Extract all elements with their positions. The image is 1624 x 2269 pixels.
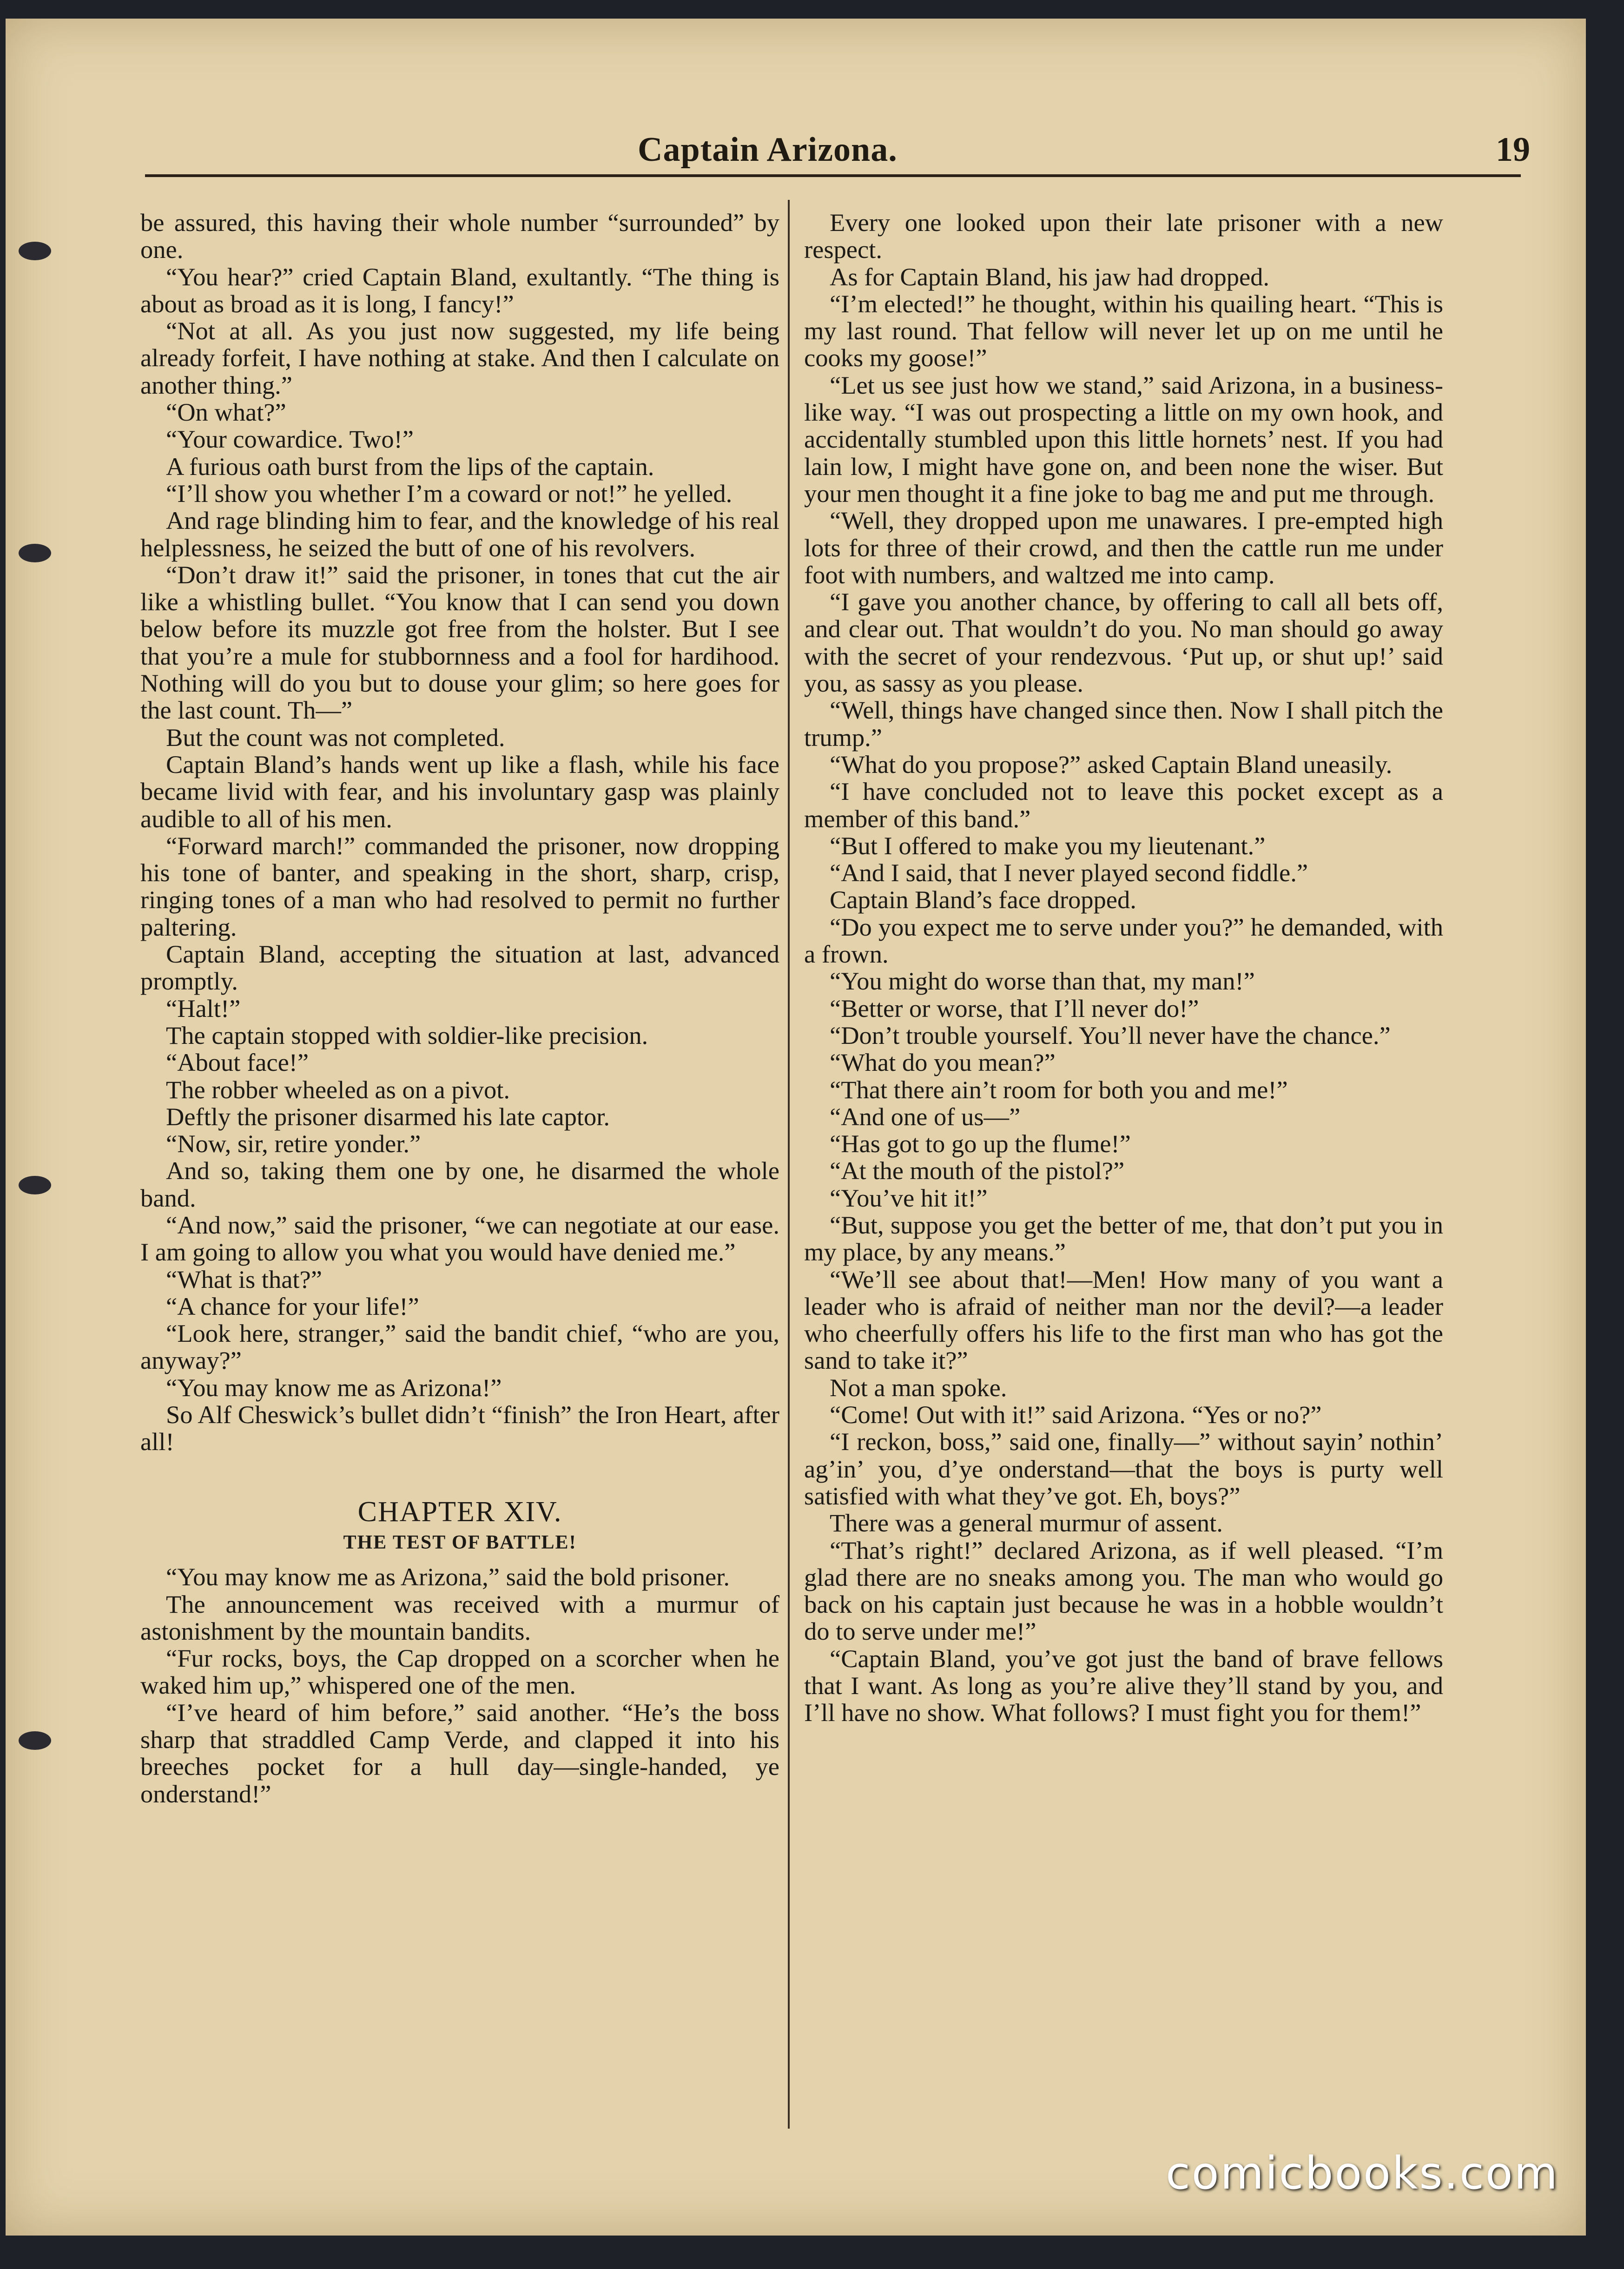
paragraph: “Better or worse, that I’ll never do!” (830, 994, 1199, 1022)
paragraph: “You may know me as Arizona!” (166, 1373, 502, 1402)
paragraph: “Has got to go up the flume!” (830, 1129, 1131, 1158)
left-column (140, 209, 779, 1807)
paragraph: A furious oath burst from the lips of the captain. (166, 452, 654, 481)
paragraph: Captain Bland’s hands went up like a flash, while his face became livid with fear, and his involuntary gasp was plainly audible to all of his men. (140, 750, 779, 833)
paragraph: “And now,” said the prisoner, “we can negotiate at our ease. I am going to allow you what you would have denied me.” (140, 1210, 779, 1266)
paragraph: “Halt!” (166, 994, 241, 1022)
paragraph: “Now, sir, retire yonder.” (166, 1129, 421, 1158)
paragraph: “I’ll show you whether I’m a coward or not!” he yelled. (166, 479, 733, 508)
binding-hole (19, 1731, 51, 1750)
paragraph: “Fur rocks, boys, the Cap dropped on a scorcher when he waked him up,” whispered one of the men. (140, 1644, 779, 1700)
paragraph: “But I offered to make you my lieutenant.” (830, 831, 1266, 860)
paragraph: “Don’t trouble yourself. You’ll never have the chance.” (830, 1021, 1391, 1049)
paragraph: Deftly the prisoner disarmed his late captor. (166, 1102, 610, 1131)
watermark: comicbooks.com (1165, 2147, 1559, 2199)
paragraph: “Come! Out with it!” said Arizona. “Yes or no?” (830, 1400, 1322, 1429)
paragraph: “Don’t draw it!” said the prisoner, in tones that cut the air like a whistling bullet. “You know that I can send you down below before its muzzle got free from the holster. But I see that you’re a mule for stubbornness and a fool for hardihood. Nothing will do you but to douse your glim; so here goes for the last count. Th—” (140, 560, 779, 725)
paragraph: “I reckon, boss,” said one, finally—” without sayin’ nothin’ ag’in’ you, d’ye onderstand—that the boys is purty well satisfied with what they’ve got. Eh, boys?” (804, 1427, 1443, 1510)
paragraph: “Do you expect me to serve under you?” he demanded, with a frown. (804, 912, 1443, 969)
paragraph: But the count was not completed. (166, 723, 505, 752)
paragraph: “Well, things have changed since then. Now I shall pitch the trump.” (804, 696, 1443, 752)
paragraph: “You’ve hit it!” (830, 1183, 988, 1212)
paragraph: The captain stopped with soldier-like precision. (166, 1021, 648, 1049)
paragraph: “At the mouth of the pistol?” (830, 1156, 1125, 1185)
paragraph: Captain Bland’s face dropped. (830, 885, 1136, 914)
page-number: 19 (1496, 131, 1530, 169)
paragraph: be assured, this having their whole number “surrounded” by one. (140, 208, 779, 264)
column-divider (788, 200, 790, 2129)
book-page (6, 19, 1586, 2236)
paragraph: “About face!” (166, 1048, 309, 1077)
paragraph: “Look here, stranger,” said the bandit chief, “who are you, anyway?” (140, 1319, 779, 1375)
header-rule (145, 174, 1521, 177)
right-column (804, 209, 1443, 1727)
chapter-heading: CHAPTER XIV. (357, 1496, 562, 1528)
paragraph: “Not at all. As you just now suggested, my life being already forfeit, I have nothing at stake. And then I calculate on another thing.” (140, 317, 779, 399)
paragraph: Not a man spoke. (830, 1373, 1007, 1402)
chapter-subtitle: THE TEST OF BATTLE! (343, 1531, 577, 1553)
paragraph: “I have concluded not to leave this pocket except as a member of this band.” (804, 777, 1443, 833)
paragraph: “I’ve heard of him before,” said another. “He’s the boss sharp that straddled Camp Verde, and clapped it into his breeches pocket for a hull day—single-handed, ye onderstand!” (140, 1698, 779, 1808)
paragraph: “But, suppose you get the better of me, that don’t put you in my place, by any means.” (804, 1210, 1443, 1266)
paragraph: “That there ain’t room for both you and me!” (830, 1075, 1288, 1104)
paragraph: The announcement was received with a murmur of astonishment by the mountain bandits. (140, 1590, 779, 1645)
running-header (126, 112, 1539, 177)
paragraph: And so, taking them one by one, he disarmed the whole band. (140, 1156, 779, 1212)
paragraph: “And I said, that I never played second fiddle.” (830, 858, 1308, 887)
paragraph: Every one looked upon their late prisoner with a new respect. (804, 208, 1443, 264)
paragraph: “On what?” (166, 398, 286, 427)
paragraph: “What do you propose?” asked Captain Bland uneasily. (830, 750, 1393, 778)
paragraph: The robber wheeled as on a pivot. (166, 1075, 510, 1104)
paragraph: “That’s right!” declared Arizona, as if well pleased. “I’m glad there are no sneaks among you. The man who would go back on his captain just because he was in a hobble wouldn’t do to serve under me!” (804, 1536, 1443, 1646)
paragraph: So Alf Cheswick’s bullet didn’t “finish” the Iron Heart, after all! (140, 1400, 779, 1456)
paragraph: “I’m elected!” he thought, within his quailing heart. “This is my last round. That fellow will never let up on me until he cooks my goose!” (804, 289, 1443, 372)
binding-hole (19, 242, 51, 260)
running-title: Captain Arizona. (638, 131, 898, 169)
paragraph: And rage blinding him to fear, and the knowledge of his real helplessness, he seized the butt of one of his revolvers. (140, 506, 779, 562)
paragraph: “You might do worse than that, my man!” (830, 967, 1255, 996)
paragraph: “Forward march!” commanded the prisoner, now dropping his tone of banter, and speaking in the short, sharp, crisp, ringing tones of a man who had resolved to permit no further paltering. (140, 831, 779, 941)
paragraph: “Captain Bland, you’ve got just the band of brave fellows that I want. As long as you’re alive they’ll stand by you, and I’ll have no show. What follows? I must fight you for them!” (804, 1644, 1443, 1727)
paragraph: “Let us see just how we stand,” said Arizona, in a business-like way. “I was out prospecting a little on my own hook, and accidentally stumbled upon this little hornets’ nest. If you had lain low, I might have gone on, and been none the wiser. But your men thought it a fine joke to bag me and put me through. (804, 370, 1443, 508)
paragraph: As for Captain Bland, his jaw had dropped. (830, 262, 1270, 291)
paragraph: There was a general murmur of assent. (830, 1509, 1223, 1537)
binding-hole (19, 544, 51, 562)
paragraph: “And one of us—” (830, 1102, 1021, 1131)
paragraph: “I gave you another chance, by offering to call all bets off, and clear out. That wouldn’t do you. No man should go away with the secret of your rendezvous. ‘Put up, or shut up!’ said you, as sassy as you please. (804, 587, 1443, 698)
paragraph: “You hear?” cried Captain Bland, exultantly. “The thing is about as broad as it is long, I fancy!” (140, 262, 779, 318)
paragraph: “A chance for your life!” (166, 1292, 419, 1320)
paragraph: “Well, they dropped upon me unawares. I pre-empted high lots for three of their crowd, and then the cattle run me under foot with numbers, and waltzed me into camp. (804, 506, 1443, 589)
paragraph: Captain Bland, accepting the situation at last, advanced promptly. (140, 940, 779, 996)
paragraph: “What do you mean?” (830, 1048, 1056, 1077)
paragraph: “Your cowardice. Two!” (166, 425, 414, 454)
paragraph: “What is that?” (166, 1265, 322, 1293)
paragraph: “We’ll see about that!—Men! How many of you want a leader who is afraid of neither man nor the devil?—a leader who cheerfully offers his life to the first man who has got the sand to take it?” (804, 1265, 1443, 1375)
paragraph: “You may know me as Arizona,” said the bold prisoner. (166, 1563, 730, 1591)
binding-hole (19, 1176, 51, 1194)
